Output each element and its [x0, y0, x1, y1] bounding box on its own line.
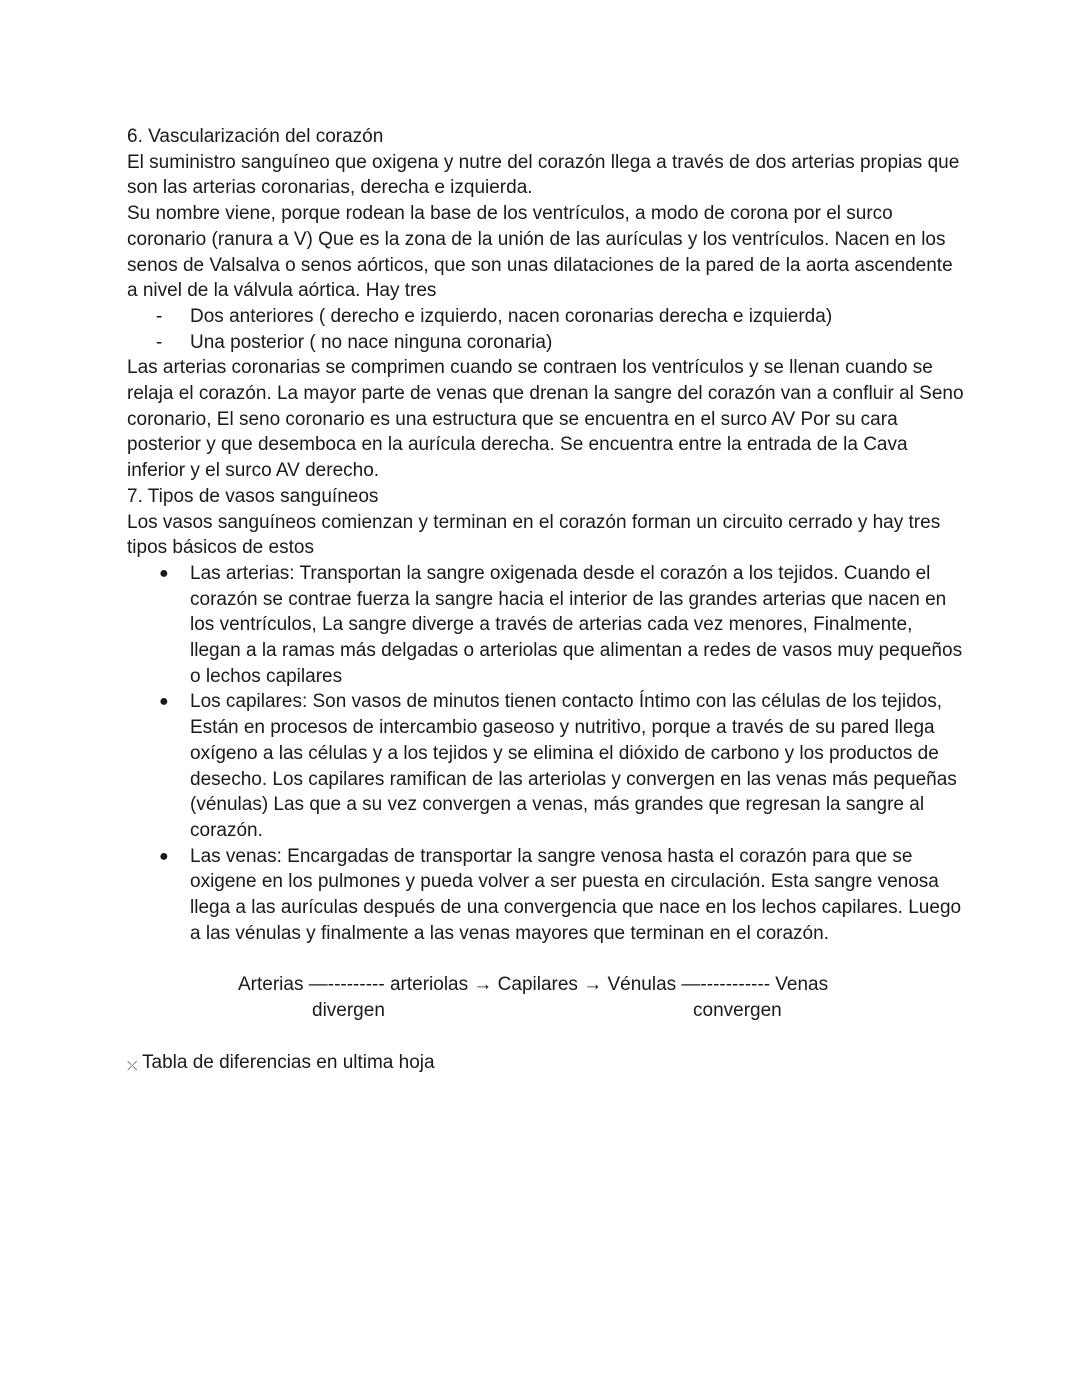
bullet-icon: ● [159, 564, 169, 582]
flow-label-convergen: convergen [693, 999, 782, 1021]
section-7-heading: 7. Tipos de vasos sanguíneos [127, 485, 379, 507]
list-item-text: Dos anteriores ( derecho e izquierdo, nacen coronarias derecha e izquierda) [190, 305, 833, 327]
bullet-icon: ● [159, 847, 169, 865]
bullet-icon: ● [159, 693, 169, 711]
x-mark-icon: ⤫ [127, 1057, 138, 1073]
list-item [127, 304, 967, 330]
list-item [127, 330, 967, 356]
section-6-dash-list [127, 304, 967, 355]
section-7-paragraph-1: Los vasos sanguíneos comienzan y terminan en el corazón forman un circuito cerrado y hay tres tipos básicos de estos [127, 511, 941, 559]
list-item-text: Las venas: Encargadas de transportar la sangre venosa hasta el corazón para que se oxigene en los pulmones y pueda volver a ser puesta en circulación. Esta sangre venosa llega a las aurículas después de una convergencia que nace en los lechos capilares. Luego a las vénulas y finalmente a las venas mayores que terminan en el corazón. [190, 845, 962, 944]
list-item [127, 844, 967, 947]
vessel-flow-diagram [127, 972, 967, 1024]
section-6-paragraph-3: Las arterias coronarias se comprimen cuando se contraen los ventrículos y se llenan cuando se relaja el corazón. La mayor parte de venas que drenan la sangre del corazón van a confluir al Seno coronario, El seno coronario es una estructura que se encuentra en el surco AV Por su cara posterior y que desemboca en la aurícula derecha. Se encuentra entre la entrada de la Cava inferior y el surco AV derecho. [127, 357, 964, 482]
section-6-heading: 6. Vascularización del corazón [127, 126, 384, 147]
list-item [127, 561, 967, 690]
flow-label-divergen: divergen [312, 999, 385, 1021]
dash-marker: - [156, 331, 163, 353]
section-6-paragraph-1: El suministro sanguíneo que oxigena y nutre del corazón llega a través de dos arterias propias que son las arterias coronarias, derecha e izquierda. [127, 151, 960, 199]
section-6-paragraph-2: Su nombre viene, porque rodean la base de los ventrículos, a modo de corona por el surco coronario (ranura a V) Que es la zona de la unión de las aurículas y los ventrículos. Nacen en los senos de Valsalva o senos aórticos, que son unas dilataciones de la pared de la aorta ascendente a nivel de la válvula aórtica. Hay tres [127, 203, 953, 302]
list-item-text: Las arterias: Transportan la sangre oxigenada desde el corazón a los tejidos. Cuando el corazón se contrae fuerza la sangre hacia el interior de las grandes arterias que nacen en los ventrículos, La sangre diverge a través de arterias cada vez menores, Finalmente, llegan a la ramas más delgadas o arteriolas que alimentan a redes de vasos muy pequeños o lechos capilares [190, 562, 963, 687]
list-item-text: Los capilares: Son vasos de minutos tienen contacto Íntimo con las células de los tejidos, Están en procesos de intercambio gaseoso y nutritivo, porque a través de su pared llega oxígeno a las células y a los tejidos y se elimina el dióxido de carbono y los productos de desecho. Los capilares ramifican de las arteriolas y convergen en las venas más pequeñas (vénulas) Las que a su vez convergen a venas, más grandes que regresan la sangre al corazón. [190, 691, 957, 841]
section-7-bullet-list [127, 561, 967, 947]
list-item-text: Una posterior ( no nace ninguna coronaria) [190, 331, 553, 353]
document-page [127, 124, 967, 1075]
list-item [127, 689, 967, 843]
note-text: Tabla de diferencias en ultima hoja [142, 1051, 435, 1073]
note-line [127, 1050, 967, 1076]
dash-marker: - [156, 305, 163, 327]
flow-sequence: Arterias —--------- arteriolas → Capilares → Vénulas —----------- Venas [238, 973, 829, 995]
